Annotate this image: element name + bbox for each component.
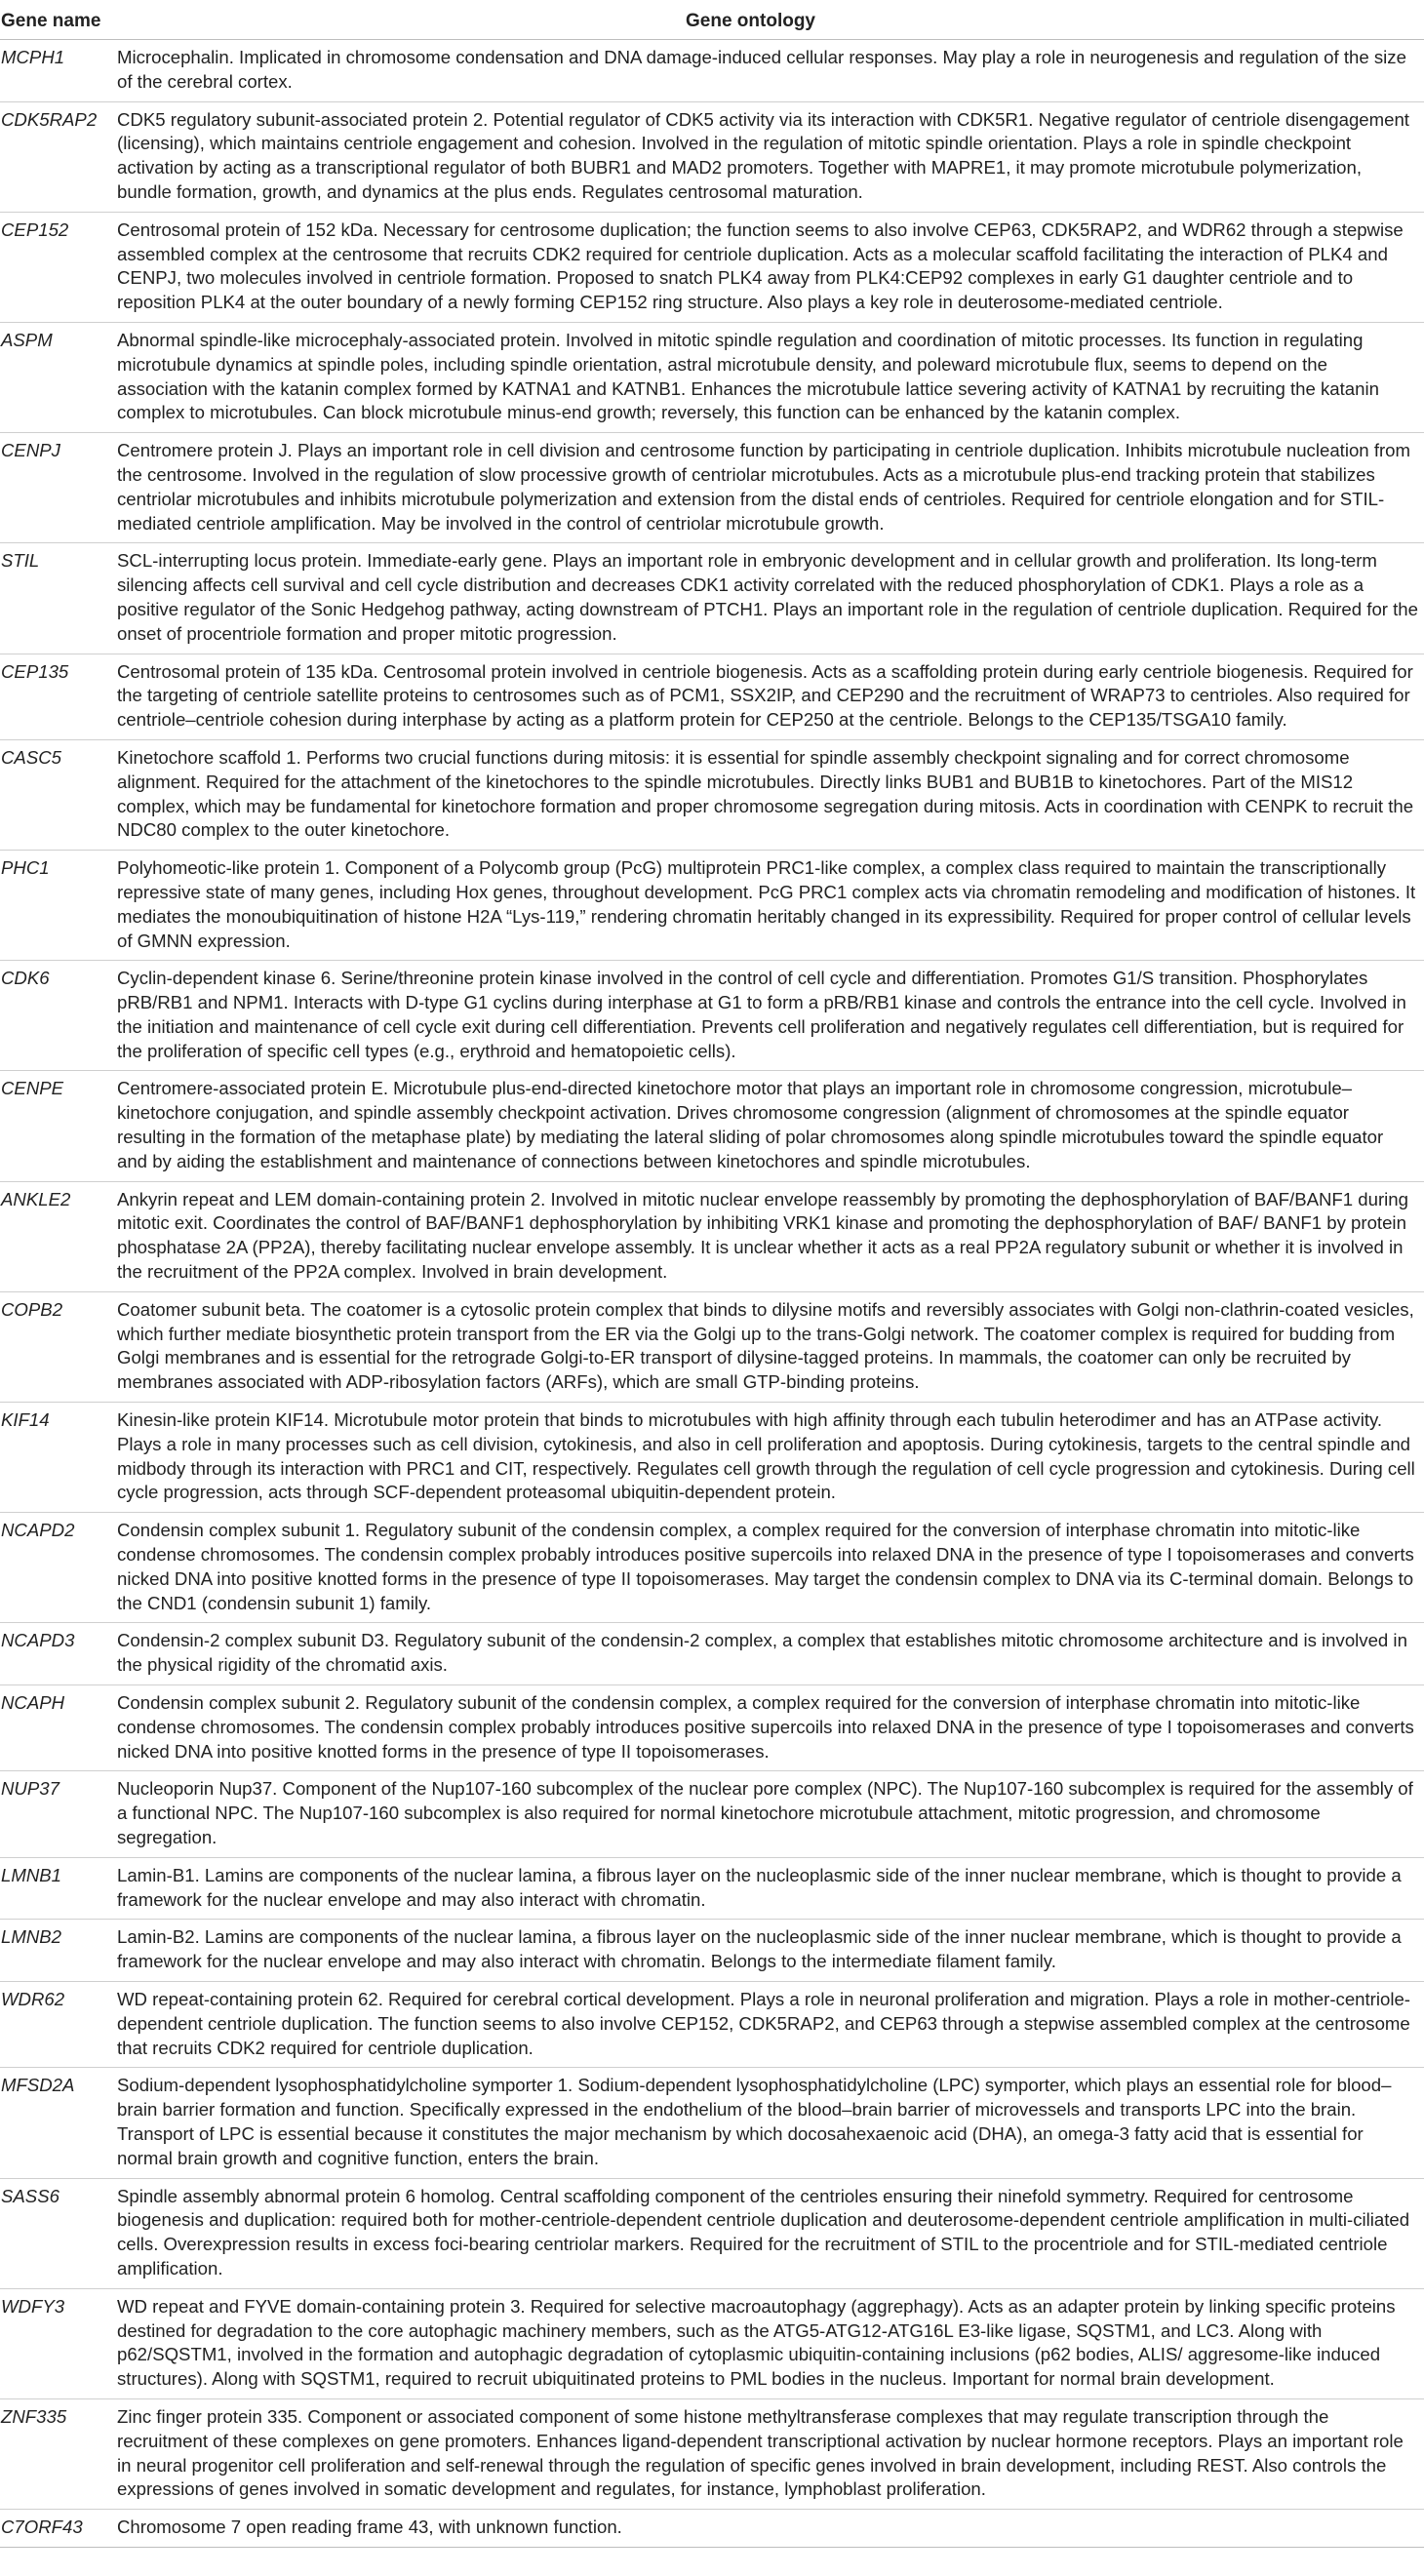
gene-name-cell: LMNB2 [0, 1920, 116, 1982]
table-body [0, 40, 1424, 2548]
table-row [0, 1623, 1424, 1685]
gene-ontology-cell: Polyhomeotic-like protein 1. Component of a Polycomb group (PcG) multiprotein PRC1-like complex, a complex class required to maintain the transcriptionally repressive state of many genes, including Hox genes, throughout development. PcG PRC1 complex acts via chromatin remodeling and modification of histones. It mediates the monoubiquitination of histone H2A “Lys-119,” rendering chromatin heritably changed in its expressibility. Required for proper control of cellular levels of GMNN expression. [116, 851, 1424, 961]
table-row [0, 433, 1424, 543]
table-row [0, 40, 1424, 102]
gene-ontology-cell: Microcephalin. Implicated in chromosome condensation and DNA damage-induced cellular responses. May play a role in neurogenesis and regulation of the size of the cerebral cortex. [116, 40, 1424, 102]
gene-name-cell: KIF14 [0, 1403, 116, 1513]
gene-name-cell: SASS6 [0, 2178, 116, 2288]
gene-ontology-cell: Condensin complex subunit 1. Regulatory subunit of the condensin complex, a complex required for the conversion of interphase chromatin into mitotic-like condense chromosomes. The condensin complex probably introduces positive supercoils into relaxed DNA in the presence of type I topoisomerases and converts nicked DNA into positive knotted forms in the presence of type II topoisomerases. May target the condensin complex to DNA via its C-terminal domain. Belongs to the CND1 (condensin subunit 1) family. [116, 1513, 1424, 1623]
gene-name-cell: PHC1 [0, 851, 116, 961]
gene-name-cell: NCAPH [0, 1685, 116, 1771]
gene-name-cell: C7ORF43 [0, 2510, 116, 2548]
gene-ontology-cell: Centrosomal protein of 135 kDa. Centrosomal protein involved in centriole biogenesis. Acts as a scaffolding protein during early centriole biogenesis. Required for the targeting of centriole satellite proteins to centrosomes such as of PCM1, SSX2IP, and CEP290 and the recruitment of WRAP73 to centrioles. Also required for centriole–centriole cohesion during interphase by acting as a platform protein for CEP250 at the centriole. Belongs to the CEP135/TSGA10 family. [116, 654, 1424, 739]
gene-ontology-cell: Cyclin-dependent kinase 6. Serine/threonine protein kinase involved in the control of cell cycle and differentiation. Promotes G1/S transition. Phosphorylates pRB/RB1 and NPM1. Interacts with D-type G1 cyclins during interphase at G1 to form a pRB/RB1 kinase and controls the entrance into the cell cycle. Involved in the initiation and maintenance of cell cycle exit during cell differentiation. Prevents cell proliferation and negatively regulates cell differentiation, but is required for the proliferation of specific cell types (e.g., erythroid and hematopoietic cells). [116, 961, 1424, 1071]
table-row [0, 1071, 1424, 1181]
table-row [0, 961, 1424, 1071]
gene-ontology-cell: Nucleoporin Nup37. Component of the Nup107-160 subcomplex of the nuclear pore complex (NPC). The Nup107-160 subcomplex is required for the assembly of a functional NPC. The Nup107-160 subcomplex is also required for normal kinetochore microtubule attachment, mitotic progression, and chromosome segregation. [116, 1771, 1424, 1857]
gene-ontology-cell: CDK5 regulatory subunit-associated protein 2. Potential regulator of CDK5 activity via its interaction with CDK5R1. Negative regulator of centriole disengagement (licensing), which maintains centriole engagement and cohesion. Involved in the regulation of mitotic spindle orientation. Plays a role in spindle checkpoint activation by acting as a transcriptional regulator of both BUBR1 and MAD2 promoters. Together with MAPRE1, it may promote microtubule polymerization, bundle formation, growth, and dynamics at the plus ends. Regulates centrosomal maturation. [116, 101, 1424, 212]
table-row [0, 1981, 1424, 2067]
gene-ontology-cell: Coatomer subunit beta. The coatomer is a cytosolic protein complex that binds to dilysine motifs and reversibly associates with Golgi non-clathrin-coated vesicles, which further mediate biosynthetic protein transport from the ER via the Golgi up to the trans-Golgi network. The coatomer complex is required for budding from Golgi membranes and is essential for the retrograde Golgi-to-ER transport of dilysine-tagged proteins. In mammals, the coatomer can only be recruited by membranes associated with ADP-ribosylation factors (ARFs), which are small GTP-binding proteins. [116, 1291, 1424, 1402]
gene-name-cell: ANKLE2 [0, 1181, 116, 1291]
table-row [0, 1513, 1424, 1623]
gene-name-cell: CDK6 [0, 961, 116, 1071]
gene-name-cell: STIL [0, 543, 116, 654]
gene-name-cell: CEP135 [0, 654, 116, 739]
table-row [0, 851, 1424, 961]
gene-name-cell: LMNB1 [0, 1857, 116, 1920]
table-row [0, 1403, 1424, 1513]
table-row [0, 654, 1424, 739]
gene-ontology-cell: SCL-interrupting locus protein. Immediate-early gene. Plays an important role in embryonic development and in cellular growth and proliferation. Its long-term silencing affects cell survival and cell cycle distribution and decreases CDK1 activity correlated with the reduced phosphorylation of CDK1. Plays a role as a positive regulator of the Sonic Hedgehog pathway, acting downstream of PTCH1. Plays an important role in the regulation of centriole duplication. Required for the onset of procentriole formation and proper mitotic progression. [116, 543, 1424, 654]
table-header [0, 0, 1424, 40]
table-row [0, 2068, 1424, 2178]
table-row [0, 101, 1424, 212]
gene-ontology-cell: Condensin complex subunit 2. Regulatory subunit of the condensin complex, a complex required for the conversion of interphase chromatin into mitotic-like condense chromosomes. The condensin complex probably introduces positive supercoils into relaxed DNA in the presence of type I topoisomerases and converts nicked DNA into positive knotted forms in the presence of type II topoisomerases. [116, 1685, 1424, 1771]
table-row [0, 2178, 1424, 2288]
gene-name-cell: NUP37 [0, 1771, 116, 1857]
gene-ontology-cell: Centrosomal protein of 152 kDa. Necessary for centrosome duplication; the function seems to also involve CEP63, CDK5RAP2, and WDR62 through a stepwise assembled complex at the centrosome that recruits CDK2 required for centriole duplication. Acts as a molecular scaffold facilitating the interaction of PLK4 and CENPJ, two molecules involved in centriole formation. Proposed to snatch PLK4 away from PLK4:CEP92 complexes in early G1 daughter centriole and to reposition PLK4 at the outer boundary of a newly forming CEP152 ring structure. Also plays a key role in deuterosome-mediated centriole. [116, 212, 1424, 322]
gene-ontology-cell: Lamin-B2. Lamins are components of the nuclear lamina, a fibrous layer on the nucleoplasmic side of the inner nuclear membrane, which is thought to provide a framework for the nuclear envelope and may also interact with chromatin. Belongs to the intermediate filament family. [116, 1920, 1424, 1982]
gene-ontology-cell: Centromere protein J. Plays an important role in cell division and centrosome function by participating in centriole duplication. Inhibits microtubule nucleation from the centrosome. Involved in the regulation of slow processive growth of centriolar microtubules. Acts as a microtubule plus-end tracking protein that stabilizes centriolar microtubules and inhibits microtubule polymerization and extension from the distal ends of centrioles. Required for centriole elongation and for STIL-mediated centriole amplification. May be involved in the control of centriolar microtubule growth. [116, 433, 1424, 543]
gene-ontology-cell: Ankyrin repeat and LEM domain-containing protein 2. Involved in mitotic nuclear envelope reassembly by promoting the dephosphorylation of BAF/BANF1 during mitotic exit. Coordinates the control of BAF/BANF1 dephosphorylation by inhibiting VRK1 kinase and promoting the dephosphorylation of BAF/ BANF1 by protein phosphatase 2A (PP2A), thereby facilitating nuclear envelope assembly. It is unclear whether it acts as a real PP2A regulatory subunit or whether it is involved in the recruitment of the PP2A complex. Involved in brain development. [116, 1181, 1424, 1291]
gene-name-cell: CENPE [0, 1071, 116, 1181]
table-row [0, 1685, 1424, 1771]
gene-ontology-cell: Chromosome 7 open reading frame 43, with unknown function. [116, 2510, 1424, 2548]
gene-name-cell: ASPM [0, 322, 116, 432]
gene-ontology-cell: Kinesin-like protein KIF14. Microtubule motor protein that binds to microtubules with high affinity through each tubulin heterodimer and has an ATPase activity. Plays a role in many processes such as cell division, cytokinesis, and also in cell proliferation and apoptosis. During cytokinesis, targets to the central spindle and midbody through its interaction with PRC1 and CIT, respectively. Regulates cell growth through the regulation of cell cycle progression and cytokinesis. During cell cycle progression, acts through SCF-dependent proteasomal ubiquitin-dependent protein. [116, 1403, 1424, 1513]
table-row [0, 322, 1424, 432]
table-row [0, 2288, 1424, 2398]
table-row [0, 212, 1424, 322]
table-row [0, 2510, 1424, 2548]
table-row [0, 1291, 1424, 1402]
table-row [0, 2398, 1424, 2509]
gene-ontology-cell: Zinc finger protein 335. Component or associated component of some histone methyltransferase complexes that may regulate transcription through the recruitment of these complexes on gene promoters. Enhances ligand-dependent transcriptional activation by nuclear hormone receptors. Plays an important role in neural progenitor cell proliferation and self-renewal through the regulation of specific genes involved in brain development, including REST. Also controls the expressions of genes involved in somatic development and regulates, for instance, lymphoblast proliferation. [116, 2398, 1424, 2509]
gene-ontology-cell: WD repeat-containing protein 62. Required for cerebral cortical development. Plays a role in neuronal proliferation and migration. Plays a role in mother-centriole-dependent centriole duplication. The function seems to also involve CEP152, CDK5RAP2, and CEP63 through a stepwise assembled complex at the centrosome that recruits CDK2 required for centriole duplication. [116, 1981, 1424, 2067]
gene-ontology-cell: Condensin-2 complex subunit D3. Regulatory subunit of the condensin-2 complex, a complex that establishes mitotic chromosome architecture and is involved in the physical rigidity of the chromatid axis. [116, 1623, 1424, 1685]
table-row [0, 739, 1424, 850]
gene-name-cell: CASC5 [0, 739, 116, 850]
header-row [0, 0, 1424, 40]
table-row [0, 1920, 1424, 1982]
gene-ontology-cell: Lamin-B1. Lamins are components of the nuclear lamina, a fibrous layer on the nucleoplasmic side of the inner nuclear membrane, which is thought to provide a framework for the nuclear envelope and may also interact with chromatin. [116, 1857, 1424, 1920]
gene-ontology-cell: Kinetochore scaffold 1. Performs two crucial functions during mitosis: it is essential for spindle assembly checkpoint signaling and for correct chromosome alignment. Required for the attachment of the kinetochores to the spindle microtubules. Directly links BUB1 and BUB1B to kinetochores. Part of the MIS12 complex, which may be fundamental for kinetochore formation and proper chromosome segregation during mitosis. Acts in coordination with CENPK to recruit the NDC80 complex to the outer kinetochore. [116, 739, 1424, 850]
table-row [0, 1771, 1424, 1857]
gene-name-cell: MCPH1 [0, 40, 116, 102]
table-row [0, 543, 1424, 654]
gene-ontology-cell: Abnormal spindle-like microcephaly-associated protein. Involved in mitotic spindle regulation and coordination of mitotic processes. Its function in regulating microtubule dynamics at spindle poles, including spindle orientation, astral microtubule density, and poleward microtubule flux, seems to depend on the association with the katanin complex formed by KATNA1 and KATNB1. Enhances the microtubule lattice severing activity of KATNA1 by recruiting the katanin complex to microtubules. Can block microtubule minus-end growth; reversely, this function can be enhanced by the katanin complex. [116, 322, 1424, 432]
gene-name-cell: COPB2 [0, 1291, 116, 1402]
gene-name-cell: NCAPD3 [0, 1623, 116, 1685]
gene-name-cell: MFSD2A [0, 2068, 116, 2178]
gene-name-cell: NCAPD2 [0, 1513, 116, 1623]
gene-name-column-header: Gene name [0, 0, 116, 40]
gene-name-cell: CDK5RAP2 [0, 101, 116, 212]
gene-ontology-cell: Centromere-associated protein E. Microtubule plus-end-directed kinetochore motor that plays an important role in chromosome congression, microtubule–kinetochore conjugation, and spindle assembly checkpoint activation. Drives chromosome congression (alignment of chromosomes at the spindle equator resulting in the formation of the metaphase plate) by mediating the lateral sliding of polar chromosomes along spindle microtubules toward the spindle equator and by aiding the establishment and maintenance of connections between kinetochores and spindle microtubules. [116, 1071, 1424, 1181]
gene-ontology-column-header: Gene ontology [116, 0, 1424, 40]
gene-name-cell: ZNF335 [0, 2398, 116, 2509]
gene-name-cell: CEP152 [0, 212, 116, 322]
gene-name-cell: WDFY3 [0, 2288, 116, 2398]
table-row [0, 1857, 1424, 1920]
gene-ontology-cell: Spindle assembly abnormal protein 6 homolog. Central scaffolding component of the centrioles ensuring their ninefold symmetry. Required for centrosome biogenesis and duplication: required both for mother-centriole-dependent centriole duplication and deuterosome-dependent centriole amplification in multi-ciliated cells. Overexpression results in excess foci-bearing centriolar markers. Required for the recruitment of STIL to the procentriole and for STIL-mediated centriole amplification. [116, 2178, 1424, 2288]
table-row [0, 1181, 1424, 1291]
gene-ontology-cell: WD repeat and FYVE domain-containing protein 3. Required for selective macroautophagy (aggrephagy). Acts as an adapter protein by linking specific proteins destined for degradation to the core autophagic machinery members, such as the ATG5-ATG12-ATG16L E3-like ligase, SQSTM1, and LC3. Along with p62/SQSTM1, involved in the formation and autophagic degradation of cytoplasmic ubiquitin-containing inclusions (p62 bodies, ALIS/ aggresome-like induced structures). Along with SQSTM1, required to recruit ubiquitinated proteins to PML bodies in the nucleus. Important for normal brain development. [116, 2288, 1424, 2398]
gene-name-cell: CENPJ [0, 433, 116, 543]
gene-name-cell: WDR62 [0, 1981, 116, 2067]
gene-ontology-cell: Sodium-dependent lysophosphatidylcholine symporter 1. Sodium-dependent lysophosphatidylcholine (LPC) symporter, which plays an essential role for blood–brain barrier formation and function. Specifically expressed in the endothelium of the blood–brain barrier of microvessels and transports LPC into the brain. Transport of LPC is essential because it constitutes the major mechanism by which docosahexaenoic acid (DHA), an omega-3 fatty acid that is essential for normal brain growth and cognitive function, enters the brain. [116, 2068, 1424, 2178]
